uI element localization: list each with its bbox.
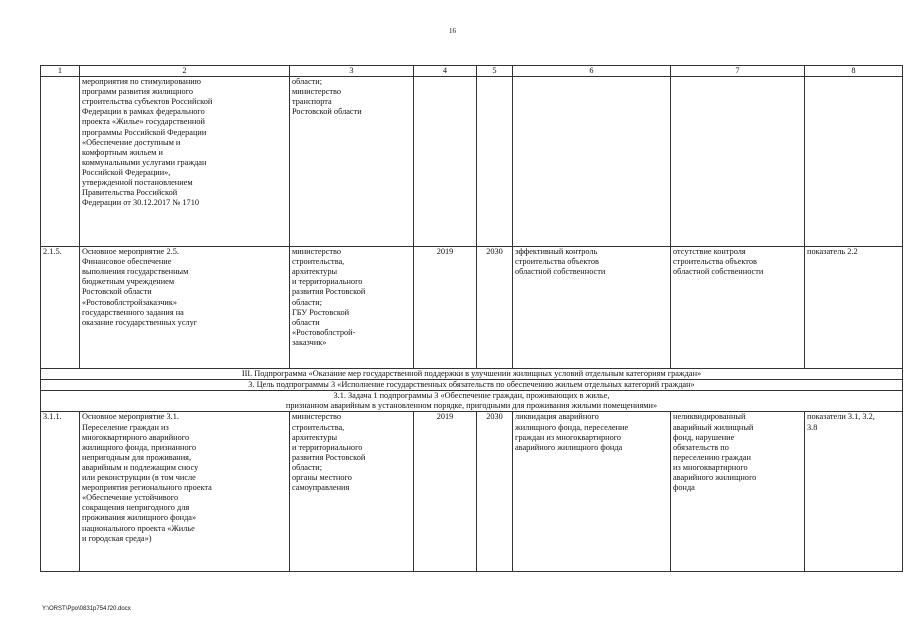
goal-heading: 3. Цель подпрограммы 3 «Исполнение государственных обязательств по обеспечению жильем отдельных категорий граждан» — [41, 380, 903, 391]
column-number: 7 — [671, 66, 805, 77]
end-year-cell: 2030 — [477, 247, 513, 369]
row-number-cell — [41, 77, 80, 247]
executor-cell: области; министерство транспорта Ростовской области — [290, 77, 414, 247]
result-cell — [513, 77, 671, 247]
goal-heading-row — [41, 380, 903, 391]
table-row-continuation — [41, 77, 903, 247]
consequence-cell: неликвидированный аварийный жилищный фонд, нарушение обязательств по переселению граждан из многоквартирного аварийного жилищного фонда — [671, 412, 805, 572]
start-year-cell: 2019 — [414, 412, 477, 572]
measures-table — [40, 65, 903, 572]
column-number: 1 — [41, 66, 80, 77]
column-number: 8 — [805, 66, 903, 77]
row-number-cell: 2.1.5. — [41, 247, 80, 369]
subprogram-heading: III. Подпрограмма «Оказание мер государственной поддержки в улучшении жилищных условий отдельным категориям граждан» — [41, 369, 903, 380]
task-heading-line-1: 3.1. Задача 1 подпрограммы 3 «Обеспечение граждан, проживающих в жилье, — [333, 391, 610, 401]
executor-cell: министерство строительства, архитектуры и территориального развития Ростовской области; органы местного самоуправления — [290, 412, 414, 572]
column-number: 5 — [477, 66, 513, 77]
task-heading-row — [41, 391, 903, 412]
consequence-cell — [671, 77, 805, 247]
table-row-3-1-1 — [41, 412, 903, 572]
column-numbers-row — [41, 66, 903, 77]
start-year-cell: 2019 — [414, 247, 477, 369]
measure-name-cell: Основное мероприятие 3.1. Переселение граждан из многоквартирного аварийного жилищного фонда, признанного непригодным для проживания, аварийным и подлежащим сносу или реконструкции (в том числе мероприятия регионального проекта «Обеспечение устойчивого сокращения непригодного для проживания жилищного фонда» национального проекта «Жилье и городская среда») — [80, 412, 290, 572]
column-number: 2 — [80, 66, 290, 77]
start-year-cell — [414, 77, 477, 247]
page-number: 16 — [449, 27, 456, 35]
row-number-cell: 3.1.1. — [41, 412, 80, 572]
table-row-2-1-5 — [41, 247, 903, 369]
executor-cell: министерство строительства, архитектуры и территориального развития Ростовской области; ГБУ Ростовской области «Ростовоблстрой- заказчик» — [290, 247, 414, 369]
task-heading — [41, 391, 903, 412]
result-cell: ликвидация аварийного жилищного фонда, переселение граждан из многоквартирного аварийного жилищного фонда — [513, 412, 671, 572]
result-cell: эффективный контроль строительства объектов областной собственности — [513, 247, 671, 369]
column-number: 6 — [513, 66, 671, 77]
file-path-footer: Y:\ORST\Ppo\0831p754.f20.docx — [42, 606, 131, 612]
subprogram-heading-row — [41, 369, 903, 380]
indicator-cell: показатели 3.1, 3.2, 3.8 — [805, 412, 903, 572]
end-year-cell — [477, 77, 513, 247]
task-heading-line-2: признанном аварийным в установленном порядке, пригодными для проживания жилыми помещениями» — [285, 401, 658, 411]
measure-name-cell: Основное мероприятие 2.5. Финансовое обеспечение выполнения государственным бюджетным учреждением Ростовской области «Ростовоблстройзаказчик» государственного задания на оказание государственных услуг — [80, 247, 290, 369]
end-year-cell: 2030 — [477, 412, 513, 572]
indicator-cell — [805, 77, 903, 247]
measure-name-cell: мероприятия по стимулированию программ развития жилищного строительства субъектов Российской Федерации в рамках федерального проекта «Жилье» государственной программы Российской Федерации «Обеспечение доступным и комфортным жильем и коммунальными услугами граждан Российской Федерации», утвержденной постановлением Правительства Российской Федерации от 30.12.2017 № 1710 — [80, 77, 290, 247]
indicator-cell: показатель 2.2 — [805, 247, 903, 369]
column-number: 3 — [290, 66, 414, 77]
column-number: 4 — [414, 66, 477, 77]
consequence-cell: отсутствие контроля строительства объектов областной собственности — [671, 247, 805, 369]
